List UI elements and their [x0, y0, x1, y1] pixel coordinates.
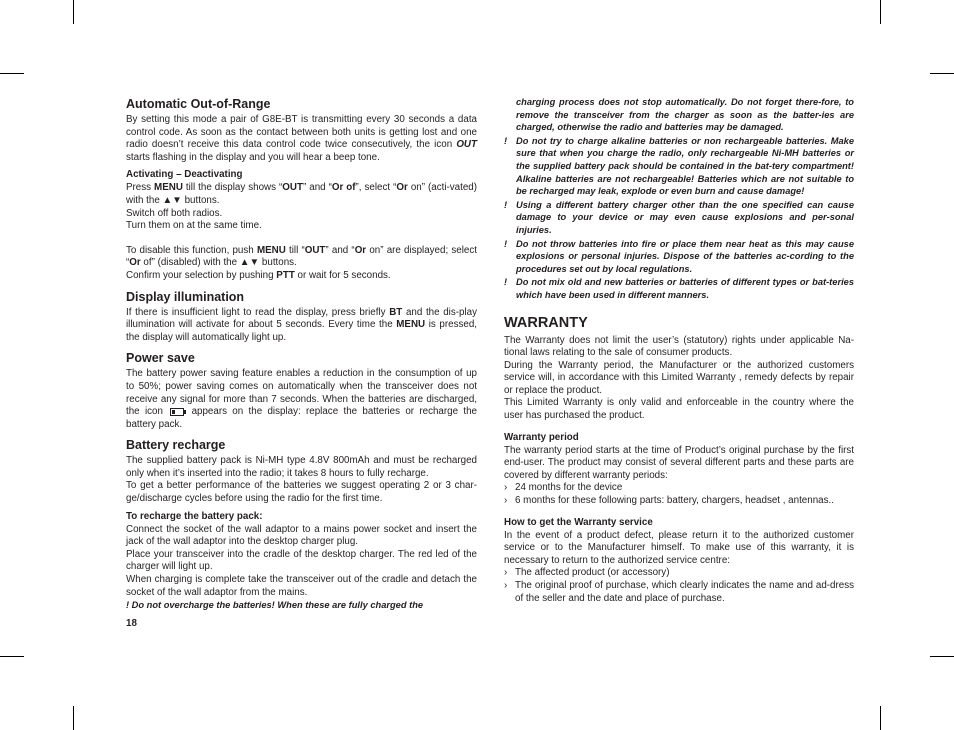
- warning-charger: ! Using a different battery charger other than the one specified can cause damage to your device or may even cause explosions and per-sonal injuries.: [504, 199, 854, 235]
- display-text: If there is insufficient light to read the display, press briefly BT and the dis-play illumination will activate for about 5 seconds. Every time the MENU is pressed, the display will automatically light up.: [126, 306, 477, 343]
- warranty-text-1: The Warranty does not limit the user’s (statutory) rights under applicable Na-tional laws relating to the sale of consumer products.: [504, 334, 854, 359]
- section-heading-auto-range: Automatic Out-of-Range: [126, 97, 271, 111]
- crop-mark: [930, 656, 954, 657]
- warranty-heading: WARRANTY: [504, 314, 588, 331]
- battery-text-3: Connect the socket of the wall adaptor to a mains power socket and insert the jack of the wall adaptor into the desktop charger plug.: [126, 523, 477, 548]
- disable-text: To disable this function, push MENU till “OUT” and “Or on” are displayed; select “Or of” (disabled) with the ▲▼ buttons.: [126, 244, 477, 269]
- battery-text-2: To get a better performance of the batteries we suggest operating 2 or 3 char-ge/discharge cycles before using the radio for the first time.: [126, 480, 477, 505]
- warranty-text-2: During the Warranty period, the Manufacturer or the authorized customers service will, in accordance with this Limited Warranty , remedy defects by repair or replace the product.: [504, 359, 854, 396]
- warning-mix: ! Do not mix old and new batteries or batteries of different types or bat-teries which have been used in different manners.: [504, 277, 854, 300]
- crop-mark: [0, 73, 24, 74]
- confirm-text: Confirm your selection by pushing PTT or wait for 5 seconds.: [126, 269, 391, 281]
- crop-mark: [880, 706, 881, 730]
- warranty-period-heading: Warranty period: [504, 431, 579, 443]
- battery-text-5: When charging is complete take the transceiver out of the cradle and detach the socket of the wall adaptor from the mains.: [126, 574, 477, 598]
- turn-on-line: Turn them on at the same time.: [126, 220, 262, 232]
- power-save-text: The battery power saving feature enables a reduction in the consumption of up to 50%; power saving comes on automatically when the transceiver does not receive any signal for more than 7 seconds. When the batteries are discharged, the icon appears on the display: replace the batteries or recharge the battery pack.: [126, 368, 477, 430]
- subheading-recharge: To recharge the battery pack:: [126, 510, 263, 522]
- left-column: [126, 96, 477, 613]
- battery-text-4: Place your transceiver into the cradle of the desktop charger. The red led of the charger will light up.: [126, 548, 477, 573]
- warranty-service-heading: How to get the Warranty service: [504, 516, 653, 528]
- crop-mark: [880, 0, 881, 24]
- subheading-activating: Activating – Deactivating: [126, 169, 243, 181]
- activating-text: Press MENU till the display shows “OUT” and “Or of”, select “Or on” (acti-vated) with the ▲▼ buttons.: [126, 182, 477, 206]
- warranty-period-text: The warranty period starts at the time of Product’s original purchase by the first end-user. The product may consist of several different parts and these parts are covered by different warranty periods:: [504, 444, 854, 481]
- out-icon-label: OUT: [456, 139, 477, 151]
- warranty-service-text: In the event of a product defect, please return it to the authorized customer service or to the Manufacturer himself. To make use of this warranty, it is necessary to return to the authorized service centre:: [504, 529, 854, 566]
- crop-mark: [73, 706, 74, 730]
- overcharge-warning-cont: charging process does not stop automatically. Do not forget there-fore, to remove the transceiver from the charger as soon as the batter-ies are charged, otherwise the radio and batteries may be damaged.: [516, 97, 854, 133]
- battery-icon: [170, 408, 184, 416]
- auto-range-text: By setting this mode a pair of G8E-BT is transmitting every 30 seconds a data control code. As soon as the contact between both units is getting lost and one radio doesn’t receive this data control code twice consecutively, the icon OUT starts flashing in the display and you will hear a beep tone.: [126, 114, 477, 163]
- list-item: › The original proof of purchase, which clearly indicates the name and ad-dress of the seller and the date and place of purchase.: [504, 580, 854, 604]
- switch-off-line: Switch off both radios.: [126, 207, 223, 219]
- list-item: › 6 months for these following parts: battery, chargers, headset , antennas..: [504, 495, 834, 507]
- battery-text-1: The supplied battery pack is Ni-MH type 4.8V 800mAh and must be recharged only when it’s inserted into the radio; it takes 8 hours to fully recharge.: [126, 455, 477, 479]
- list-item: › 24 months for the device: [504, 482, 623, 494]
- right-column: [504, 96, 854, 605]
- section-heading-display: Display illumination: [126, 289, 245, 304]
- crop-mark: [0, 656, 24, 657]
- crop-mark: [73, 0, 74, 24]
- overcharge-warning-start: ! Do not overcharge the batteries! When these are fully charged the: [126, 600, 424, 611]
- page-number: 18: [126, 618, 137, 629]
- crop-mark: [930, 73, 954, 74]
- section-heading-battery: Battery recharge: [126, 438, 226, 453]
- section-heading-power-save: Power save: [126, 351, 195, 366]
- warranty-text-3: This Limited Warranty is only valid and enforceable in the country where the user has purchased the product.: [504, 397, 854, 422]
- list-item: › The affected product (or accessory): [504, 567, 670, 579]
- warning-alkaline: ! Do not try to charge alkaline batteries or non rechargeable batteries. Make sure that when you charge the radio, only rechargeable Ni-MH batteries or the supplied battery pack should be contained in the bat-tery compartment! Alkaline batteries are not rechargeable! Batteries which are not suitable to be recharged may leak, explode or even burn and cause damage!: [504, 135, 854, 197]
- warning-fire: ! Do not throw batteries into fire or place them near heat as this may cause explosions or personal injuries. Dispose of the batteries ac-cording to the procedures set out by local regulations.: [504, 238, 854, 274]
